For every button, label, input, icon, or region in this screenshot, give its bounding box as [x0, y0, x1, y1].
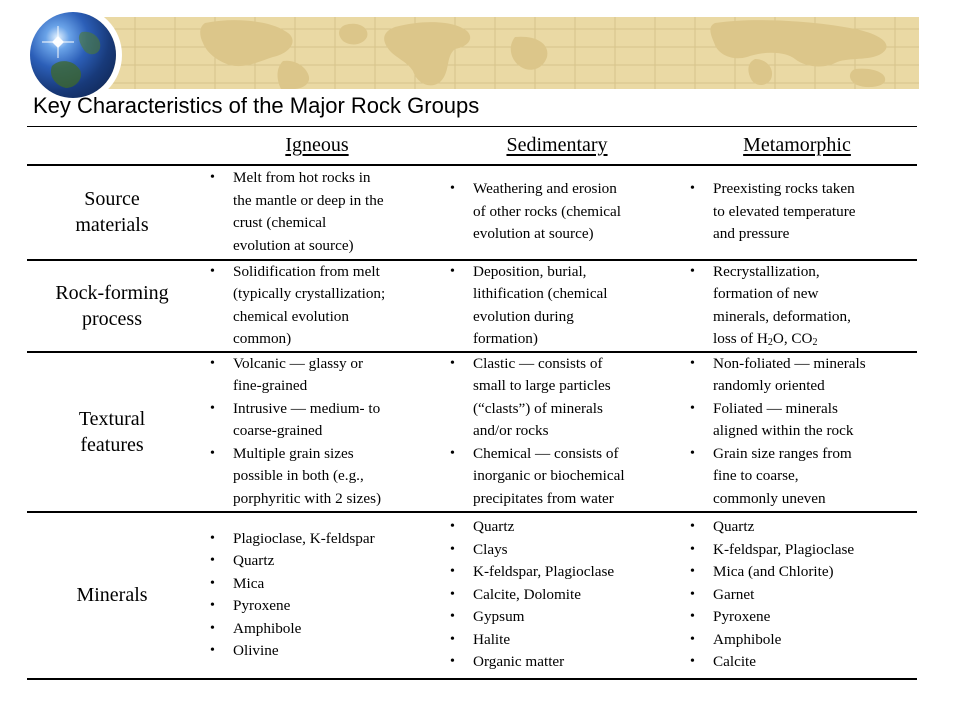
bullet-item: • Calcite, Dolomite [437, 584, 673, 607]
cell-sedimentary [437, 352, 677, 512]
bullet-item: • Gypsum [437, 606, 673, 629]
column-header-igneous: Igneous [285, 133, 349, 156]
globe-graphic [30, 12, 116, 98]
bullet-item: • Solidification from melt (typically crystallization; chemical evolution common) [197, 261, 433, 351]
globe-logo [30, 12, 116, 98]
bullet-item: • Clastic — consists of small to large particles (“clasts”) of minerals and/or rocks [437, 353, 673, 443]
row-minerals [27, 512, 917, 679]
bullet-item: • Olivine [197, 640, 433, 663]
cell-igneous [197, 260, 437, 352]
bullet-item: • Halite [437, 629, 673, 652]
bullet-item: • Recrystallization, formation of new minerals, deformation, loss of $H_2O$, $CO_2$ [677, 261, 913, 351]
bullet-item: • Weathering and erosion of other rocks (chemical evolution at source) [437, 178, 673, 246]
bullet-item: • Grain size ranges from fine to coarse, commonly uneven [677, 443, 913, 511]
row-source-materials [27, 165, 917, 260]
cell-sedimentary [437, 260, 677, 352]
bullet-item: • Garnet [677, 584, 913, 607]
row-label: Minerals [76, 584, 148, 606]
corner-cell [27, 127, 197, 165]
bullet-item: • Melt from hot rocks in the mantle or deep in the crust (chemical evolution at source) [197, 167, 433, 257]
page-title: Key Characteristics of the Major Rock Groups [33, 93, 480, 118]
bullet-item: • Quartz [437, 516, 673, 539]
row-textural-features [27, 352, 917, 512]
row-label: Textural features [78, 407, 146, 456]
bullet-item: • Quartz [677, 516, 913, 539]
bullet-item: • Pyroxene [197, 595, 433, 618]
bullet-item: • Quartz [197, 550, 433, 573]
cell-igneous [197, 512, 437, 679]
bullet-item: • Clays [437, 539, 673, 562]
bullet-item: • Intrusive — medium- to coarse-grained [197, 398, 433, 443]
cell-sedimentary [437, 165, 677, 260]
row-label: Rock-forming process [55, 281, 169, 330]
bullet-item: • Volcanic — glassy or fine-grained [197, 353, 433, 398]
row-label: Source materials [75, 188, 149, 236]
bullet-item: • Deposition, burial, lithification (chemical evolution during formation) [437, 261, 673, 351]
bullet-item: • Mica [197, 573, 433, 596]
bullet-item: • Calcite [677, 651, 913, 674]
cell-metamorphic [677, 165, 917, 260]
world-map-graphic [95, 17, 919, 89]
bullet-item: • K-feldspar, Plagioclase [437, 561, 673, 584]
cell-igneous [197, 165, 437, 260]
bullet-item: • K-feldspar, Plagioclase [677, 539, 913, 562]
cell-metamorphic [677, 260, 917, 352]
bullet-item: • Organic matter [437, 651, 673, 674]
bullet-item: • Plagioclase, K-feldspar [197, 528, 433, 551]
header-row [27, 127, 917, 165]
bullet-item: • Amphibole [677, 629, 913, 652]
cell-metamorphic [677, 512, 917, 679]
bullet-item: • Amphibole [197, 618, 433, 641]
cell-igneous [197, 352, 437, 512]
rock-groups-table [27, 126, 917, 680]
row-rock-forming-process [27, 260, 917, 352]
bullet-item: • Pyroxene [677, 606, 913, 629]
bullet-item: • Mica (and Chlorite) [677, 561, 913, 584]
bullet-item: • Multiple grain sizes possible in both (e.g., porphyritic with 2 sizes) [197, 443, 433, 511]
cell-metamorphic [677, 352, 917, 512]
bullet-item: • Foliated — minerals aligned within the rock [677, 398, 913, 443]
bullet-item: • Chemical — consists of inorganic or biochemical precipitates from water [437, 443, 673, 511]
world-map-banner [95, 17, 919, 89]
bullet-item: • Non-foliated — minerals randomly oriented [677, 353, 913, 398]
column-header-sedimentary: Sedimentary [506, 133, 608, 156]
column-header-metamorphic: Metamorphic [743, 133, 851, 156]
bullet-item: • Preexisting rocks taken to elevated temperature and pressure [677, 178, 913, 246]
cell-sedimentary [437, 512, 677, 679]
